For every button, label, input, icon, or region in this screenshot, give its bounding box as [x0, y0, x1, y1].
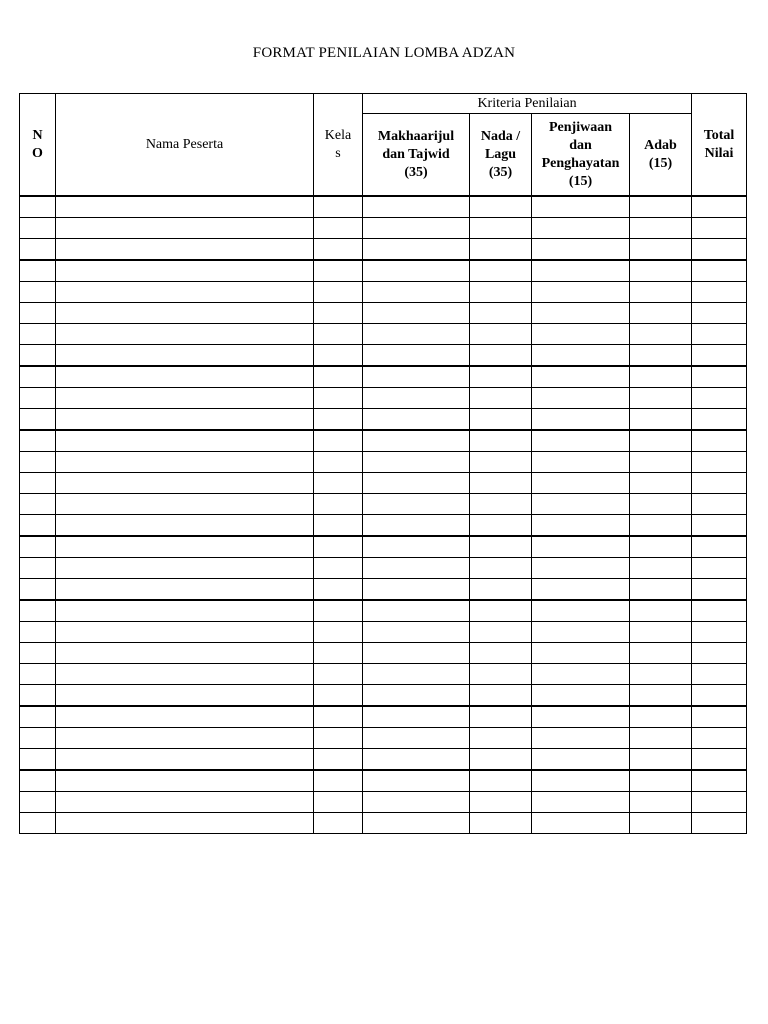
- cell-nama-peserta[interactable]: [56, 303, 314, 324]
- cell-total-nilai[interactable]: [692, 685, 747, 707]
- table-row: [20, 366, 747, 388]
- cell-nama-peserta[interactable]: [56, 409, 314, 431]
- table-row: [20, 218, 747, 239]
- cell-makhaarijul[interactable]: [363, 494, 470, 515]
- cell-adab[interactable]: [630, 749, 692, 771]
- table-row: [20, 664, 747, 685]
- cell-penjiwaan[interactable]: [532, 643, 630, 664]
- cell-no[interactable]: [20, 494, 56, 515]
- cell-penjiwaan[interactable]: [532, 749, 630, 771]
- cell-total-nilai[interactable]: [692, 728, 747, 749]
- cell-nama-peserta[interactable]: [56, 813, 314, 834]
- cell-makhaarijul[interactable]: [363, 643, 470, 664]
- cell-nada-lagu[interactable]: [470, 685, 532, 707]
- cell-total-nilai[interactable]: [692, 664, 747, 685]
- cell-makhaarijul[interactable]: [363, 196, 470, 218]
- cell-kelas[interactable]: [314, 388, 363, 409]
- cell-total-nilai[interactable]: [692, 792, 747, 813]
- cell-no[interactable]: [20, 622, 56, 643]
- cell-kelas[interactable]: [314, 558, 363, 579]
- cell-no[interactable]: [20, 282, 56, 303]
- cell-nada-lagu[interactable]: [470, 643, 532, 664]
- cell-makhaarijul[interactable]: [363, 366, 470, 388]
- cell-total-nilai[interactable]: [692, 536, 747, 558]
- table-row: [20, 558, 747, 579]
- cell-kelas[interactable]: [314, 579, 363, 601]
- cell-nada-lagu[interactable]: [470, 218, 532, 239]
- cell-penjiwaan[interactable]: [532, 430, 630, 452]
- table-row: [20, 388, 747, 409]
- cell-nada-lagu[interactable]: [470, 579, 532, 601]
- cell-makhaarijul[interactable]: [363, 813, 470, 834]
- cell-adab[interactable]: [630, 770, 692, 792]
- cell-makhaarijul[interactable]: [363, 324, 470, 345]
- cell-kelas[interactable]: [314, 452, 363, 473]
- header-penjiwaan: Penjiwaan dan Penghayatan (15): [532, 114, 630, 197]
- cell-no[interactable]: [20, 218, 56, 239]
- cell-nama-peserta[interactable]: [56, 239, 314, 261]
- header-kriteria-penilaian: Kriteria Penilaian: [363, 94, 692, 114]
- table-row: [20, 430, 747, 452]
- cell-makhaarijul[interactable]: [363, 239, 470, 261]
- cell-nada-lagu[interactable]: [470, 430, 532, 452]
- cell-adab[interactable]: [630, 558, 692, 579]
- cell-adab[interactable]: [630, 366, 692, 388]
- cell-nada-lagu[interactable]: [470, 473, 532, 494]
- cell-no[interactable]: [20, 792, 56, 813]
- table-row: [20, 728, 747, 749]
- cell-nada-lagu[interactable]: [470, 813, 532, 834]
- cell-kelas[interactable]: [314, 685, 363, 707]
- cell-adab[interactable]: [630, 600, 692, 622]
- cell-penjiwaan[interactable]: [532, 664, 630, 685]
- cell-penjiwaan[interactable]: [532, 622, 630, 643]
- cell-nama-peserta[interactable]: [56, 473, 314, 494]
- cell-nama-peserta[interactable]: [56, 579, 314, 601]
- table-row: [20, 685, 747, 707]
- table-row: [20, 792, 747, 813]
- cell-nama-peserta[interactable]: [56, 536, 314, 558]
- cell-nada-lagu[interactable]: [470, 345, 532, 367]
- cell-adab[interactable]: [630, 664, 692, 685]
- table-row: [20, 600, 747, 622]
- cell-adab[interactable]: [630, 473, 692, 494]
- cell-nama-peserta[interactable]: [56, 643, 314, 664]
- cell-nama-peserta[interactable]: [56, 324, 314, 345]
- cell-kelas[interactable]: [314, 409, 363, 431]
- cell-nada-lagu[interactable]: [470, 536, 532, 558]
- cell-nama-peserta[interactable]: [56, 430, 314, 452]
- cell-penjiwaan[interactable]: [532, 345, 630, 367]
- cell-no[interactable]: [20, 579, 56, 601]
- header-makhaarijul: Makhaarijul dan Tajwid (35): [363, 114, 470, 197]
- cell-total-nilai[interactable]: [692, 600, 747, 622]
- cell-nada-lagu[interactable]: [470, 664, 532, 685]
- cell-kelas[interactable]: [314, 239, 363, 261]
- cell-makhaarijul[interactable]: [363, 622, 470, 643]
- cell-makhaarijul[interactable]: [363, 685, 470, 707]
- cell-no[interactable]: [20, 388, 56, 409]
- cell-kelas[interactable]: [314, 494, 363, 515]
- header-total-nilai: Total Nilai: [692, 94, 747, 197]
- cell-penjiwaan[interactable]: [532, 260, 630, 282]
- cell-adab[interactable]: [630, 728, 692, 749]
- cell-no[interactable]: [20, 324, 56, 345]
- cell-makhaarijul[interactable]: [363, 792, 470, 813]
- cell-nama-peserta[interactable]: [56, 515, 314, 537]
- cell-penjiwaan[interactable]: [532, 536, 630, 558]
- cell-total-nilai[interactable]: [692, 409, 747, 431]
- cell-kelas[interactable]: [314, 728, 363, 749]
- cell-penjiwaan[interactable]: [532, 600, 630, 622]
- cell-makhaarijul[interactable]: [363, 345, 470, 367]
- cell-kelas[interactable]: [314, 282, 363, 303]
- cell-nada-lagu[interactable]: [470, 494, 532, 515]
- score-table-body: [20, 196, 747, 834]
- cell-kelas[interactable]: [314, 366, 363, 388]
- cell-kelas[interactable]: [314, 324, 363, 345]
- cell-nama-peserta[interactable]: [56, 494, 314, 515]
- cell-no[interactable]: [20, 366, 56, 388]
- cell-total-nilai[interactable]: [692, 196, 747, 218]
- cell-no[interactable]: [20, 728, 56, 749]
- cell-kelas[interactable]: [314, 430, 363, 452]
- cell-kelas[interactable]: [314, 218, 363, 239]
- table-row: [20, 473, 747, 494]
- cell-penjiwaan[interactable]: [532, 239, 630, 261]
- cell-nama-peserta[interactable]: [56, 706, 314, 728]
- cell-no[interactable]: [20, 345, 56, 367]
- table-row: [20, 579, 747, 601]
- cell-total-nilai[interactable]: [692, 324, 747, 345]
- cell-adab[interactable]: [630, 706, 692, 728]
- cell-no[interactable]: [20, 409, 56, 431]
- cell-adab[interactable]: [630, 324, 692, 345]
- cell-nada-lagu[interactable]: [470, 282, 532, 303]
- cell-kelas[interactable]: [314, 813, 363, 834]
- cell-nada-lagu[interactable]: [470, 196, 532, 218]
- cell-nama-peserta[interactable]: [56, 622, 314, 643]
- cell-nada-lagu[interactable]: [470, 558, 532, 579]
- table-row: [20, 494, 747, 515]
- cell-no[interactable]: [20, 558, 56, 579]
- cell-total-nilai[interactable]: [692, 622, 747, 643]
- table-row: [20, 345, 747, 367]
- table-row: [20, 303, 747, 324]
- cell-no[interactable]: [20, 536, 56, 558]
- cell-makhaarijul[interactable]: [363, 473, 470, 494]
- cell-makhaarijul[interactable]: [363, 430, 470, 452]
- cell-penjiwaan[interactable]: [532, 515, 630, 537]
- cell-no[interactable]: [20, 452, 56, 473]
- cell-makhaarijul[interactable]: [363, 218, 470, 239]
- cell-total-nilai[interactable]: [692, 579, 747, 601]
- cell-nada-lagu[interactable]: [470, 515, 532, 537]
- cell-nama-peserta[interactable]: [56, 600, 314, 622]
- cell-nada-lagu[interactable]: [470, 600, 532, 622]
- cell-adab[interactable]: [630, 494, 692, 515]
- cell-kelas[interactable]: [314, 643, 363, 664]
- cell-total-nilai[interactable]: [692, 366, 747, 388]
- cell-nada-lagu[interactable]: [470, 239, 532, 261]
- cell-total-nilai[interactable]: [692, 388, 747, 409]
- scoring-table: [19, 93, 747, 834]
- cell-nama-peserta[interactable]: [56, 196, 314, 218]
- cell-penjiwaan[interactable]: [532, 706, 630, 728]
- table-row: [20, 622, 747, 643]
- table-row: [20, 409, 747, 431]
- cell-makhaarijul[interactable]: [363, 282, 470, 303]
- table-row: [20, 515, 747, 537]
- cell-kelas[interactable]: [314, 622, 363, 643]
- cell-kelas[interactable]: [314, 770, 363, 792]
- cell-total-nilai[interactable]: [692, 643, 747, 664]
- document-title: FORMAT PENILAIAN LOMBA ADZAN: [252, 45, 516, 61]
- cell-total-nilai[interactable]: [692, 706, 747, 728]
- cell-makhaarijul[interactable]: [363, 600, 470, 622]
- cell-makhaarijul[interactable]: [363, 536, 470, 558]
- cell-makhaarijul[interactable]: [363, 664, 470, 685]
- cell-no[interactable]: [20, 813, 56, 834]
- cell-adab[interactable]: [630, 515, 692, 537]
- table-row: [20, 813, 747, 834]
- cell-nada-lagu[interactable]: [470, 324, 532, 345]
- cell-makhaarijul[interactable]: [363, 260, 470, 282]
- cell-kelas[interactable]: [314, 260, 363, 282]
- cell-no[interactable]: [20, 473, 56, 494]
- cell-adab[interactable]: [630, 792, 692, 813]
- cell-penjiwaan[interactable]: [532, 388, 630, 409]
- cell-penjiwaan[interactable]: [532, 792, 630, 813]
- cell-makhaarijul[interactable]: [363, 770, 470, 792]
- cell-makhaarijul[interactable]: [363, 558, 470, 579]
- cell-makhaarijul[interactable]: [363, 452, 470, 473]
- cell-kelas[interactable]: [314, 664, 363, 685]
- cell-total-nilai[interactable]: [692, 345, 747, 367]
- cell-nada-lagu[interactable]: [470, 792, 532, 813]
- table-row: [20, 239, 747, 261]
- cell-total-nilai[interactable]: [692, 494, 747, 515]
- cell-adab[interactable]: [630, 685, 692, 707]
- cell-no[interactable]: [20, 770, 56, 792]
- cell-makhaarijul[interactable]: [363, 303, 470, 324]
- cell-total-nilai[interactable]: [692, 749, 747, 771]
- cell-kelas[interactable]: [314, 792, 363, 813]
- cell-nama-peserta[interactable]: [56, 728, 314, 749]
- cell-adab[interactable]: [630, 622, 692, 643]
- cell-nada-lagu[interactable]: [470, 706, 532, 728]
- cell-nada-lagu[interactable]: [470, 452, 532, 473]
- cell-no[interactable]: [20, 196, 56, 218]
- cell-no[interactable]: [20, 430, 56, 452]
- cell-adab[interactable]: [630, 409, 692, 431]
- cell-no[interactable]: [20, 706, 56, 728]
- cell-adab[interactable]: [630, 579, 692, 601]
- cell-penjiwaan[interactable]: [532, 196, 630, 218]
- cell-nada-lagu[interactable]: [470, 728, 532, 749]
- cell-kelas[interactable]: [314, 515, 363, 537]
- cell-kelas[interactable]: [314, 303, 363, 324]
- header-no: N O: [20, 94, 56, 197]
- cell-no[interactable]: [20, 239, 56, 261]
- cell-total-nilai[interactable]: [692, 452, 747, 473]
- header-kelas: Kela s: [314, 94, 363, 197]
- cell-penjiwaan[interactable]: [532, 452, 630, 473]
- cell-adab[interactable]: [630, 813, 692, 834]
- cell-no[interactable]: [20, 749, 56, 771]
- table-row: [20, 196, 747, 218]
- cell-penjiwaan[interactable]: [532, 558, 630, 579]
- table-row: [20, 749, 747, 771]
- cell-kelas[interactable]: [314, 196, 363, 218]
- cell-penjiwaan[interactable]: [532, 409, 630, 431]
- cell-kelas[interactable]: [314, 706, 363, 728]
- cell-makhaarijul[interactable]: [363, 579, 470, 601]
- cell-total-nilai[interactable]: [692, 558, 747, 579]
- cell-adab[interactable]: [630, 282, 692, 303]
- table-row: [20, 536, 747, 558]
- table-row: [20, 452, 747, 473]
- cell-no[interactable]: [20, 643, 56, 664]
- cell-no[interactable]: [20, 685, 56, 707]
- cell-nada-lagu[interactable]: [470, 409, 532, 431]
- cell-makhaarijul[interactable]: [363, 728, 470, 749]
- cell-penjiwaan[interactable]: [532, 324, 630, 345]
- cell-nama-peserta[interactable]: [56, 345, 314, 367]
- cell-makhaarijul[interactable]: [363, 409, 470, 431]
- cell-penjiwaan[interactable]: [532, 473, 630, 494]
- cell-nada-lagu[interactable]: [470, 622, 532, 643]
- cell-penjiwaan[interactable]: [532, 579, 630, 601]
- cell-nama-peserta[interactable]: [56, 218, 314, 239]
- cell-no[interactable]: [20, 303, 56, 324]
- cell-nada-lagu[interactable]: [470, 749, 532, 771]
- cell-nama-peserta[interactable]: [56, 664, 314, 685]
- cell-total-nilai[interactable]: [692, 770, 747, 792]
- cell-nada-lagu[interactable]: [470, 260, 532, 282]
- cell-penjiwaan[interactable]: [532, 685, 630, 707]
- cell-kelas[interactable]: [314, 600, 363, 622]
- cell-penjiwaan[interactable]: [532, 813, 630, 834]
- cell-makhaarijul[interactable]: [363, 749, 470, 771]
- cell-total-nilai[interactable]: [692, 813, 747, 834]
- cell-kelas[interactable]: [314, 749, 363, 771]
- cell-penjiwaan[interactable]: [532, 218, 630, 239]
- cell-nama-peserta[interactable]: [56, 792, 314, 813]
- cell-adab[interactable]: [630, 303, 692, 324]
- cell-no[interactable]: [20, 600, 56, 622]
- table-row: [20, 324, 747, 345]
- cell-nama-peserta[interactable]: [56, 749, 314, 771]
- cell-adab[interactable]: [630, 452, 692, 473]
- cell-adab[interactable]: [630, 643, 692, 664]
- cell-no[interactable]: [20, 515, 56, 537]
- cell-adab[interactable]: [630, 388, 692, 409]
- cell-total-nilai[interactable]: [692, 473, 747, 494]
- cell-makhaarijul[interactable]: [363, 515, 470, 537]
- cell-adab[interactable]: [630, 430, 692, 452]
- cell-adab[interactable]: [630, 239, 692, 261]
- cell-nama-peserta[interactable]: [56, 366, 314, 388]
- cell-nama-peserta[interactable]: [56, 452, 314, 473]
- cell-penjiwaan[interactable]: [532, 366, 630, 388]
- cell-total-nilai[interactable]: [692, 303, 747, 324]
- cell-nama-peserta[interactable]: [56, 770, 314, 792]
- cell-nama-peserta[interactable]: [56, 685, 314, 707]
- cell-adab[interactable]: [630, 218, 692, 239]
- table-row: [20, 643, 747, 664]
- header-adab: Adab (15): [630, 114, 692, 197]
- cell-nada-lagu[interactable]: [470, 303, 532, 324]
- cell-kelas[interactable]: [314, 345, 363, 367]
- table-row: [20, 282, 747, 303]
- cell-makhaarijul[interactable]: [363, 388, 470, 409]
- header-nada-lagu: Nada / Lagu (35): [470, 114, 532, 197]
- cell-nama-peserta[interactable]: [56, 260, 314, 282]
- cell-makhaarijul[interactable]: [363, 706, 470, 728]
- cell-penjiwaan[interactable]: [532, 728, 630, 749]
- cell-no[interactable]: [20, 260, 56, 282]
- cell-adab[interactable]: [630, 536, 692, 558]
- cell-nama-peserta[interactable]: [56, 388, 314, 409]
- table-row: [20, 260, 747, 282]
- cell-penjiwaan[interactable]: [532, 770, 630, 792]
- cell-nada-lagu[interactable]: [470, 366, 532, 388]
- cell-adab[interactable]: [630, 260, 692, 282]
- cell-total-nilai[interactable]: [692, 282, 747, 303]
- table-row: [20, 770, 747, 792]
- cell-total-nilai[interactable]: [692, 515, 747, 537]
- cell-adab[interactable]: [630, 196, 692, 218]
- cell-nama-peserta[interactable]: [56, 558, 314, 579]
- cell-adab[interactable]: [630, 345, 692, 367]
- table-row: [20, 706, 747, 728]
- cell-kelas[interactable]: [314, 473, 363, 494]
- cell-nada-lagu[interactable]: [470, 770, 532, 792]
- cell-total-nilai[interactable]: [692, 239, 747, 261]
- cell-nada-lagu[interactable]: [470, 388, 532, 409]
- cell-no[interactable]: [20, 664, 56, 685]
- cell-kelas[interactable]: [314, 536, 363, 558]
- cell-total-nilai[interactable]: [692, 260, 747, 282]
- cell-penjiwaan[interactable]: [532, 282, 630, 303]
- cell-penjiwaan[interactable]: [532, 494, 630, 515]
- cell-total-nilai[interactable]: [692, 218, 747, 239]
- cell-total-nilai[interactable]: [692, 430, 747, 452]
- header-nama-peserta: Nama Peserta: [56, 94, 314, 197]
- cell-penjiwaan[interactable]: [532, 303, 630, 324]
- cell-nama-peserta[interactable]: [56, 282, 314, 303]
